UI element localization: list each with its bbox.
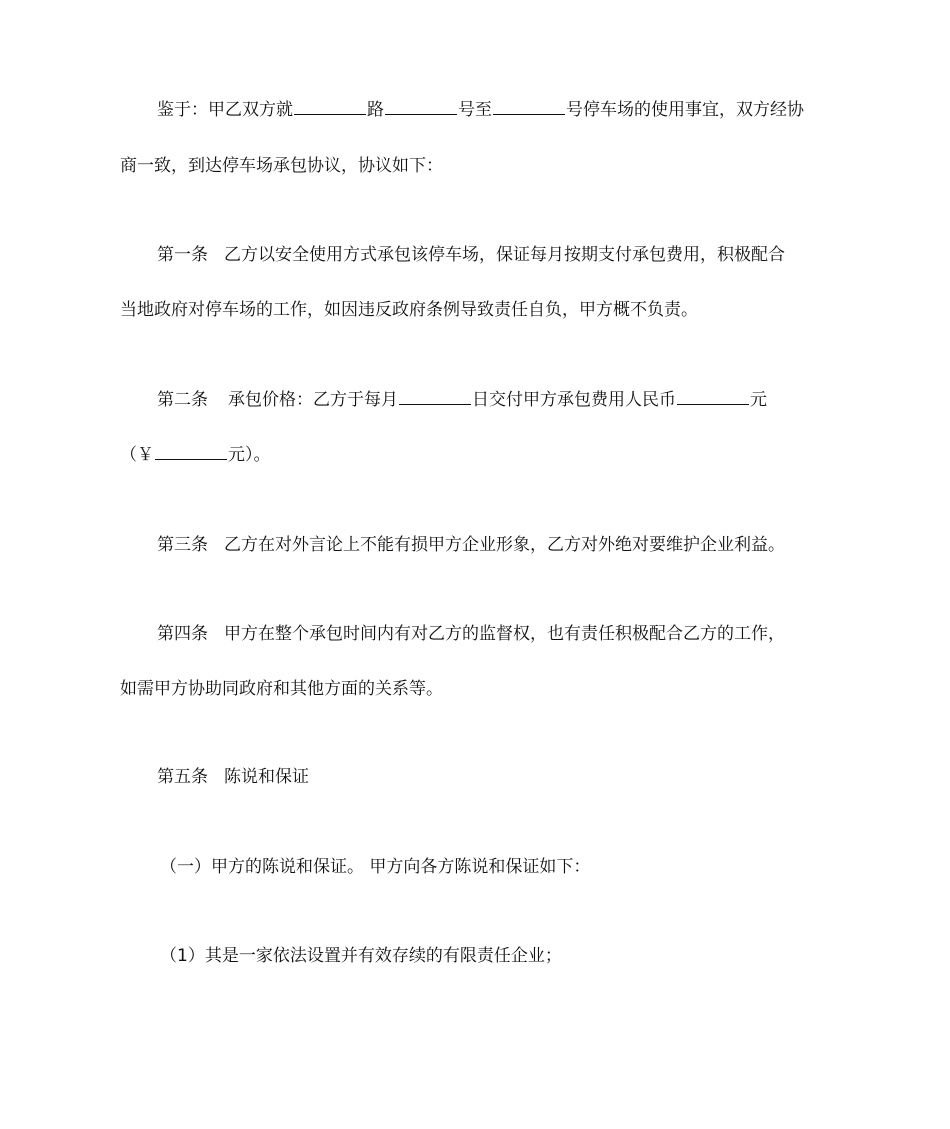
fill-blank-road[interactable]	[294, 98, 366, 115]
article-2-text-d: （￥	[120, 445, 154, 465]
article-1-line-2: 当地政府对停车场的工作，如因违反政府条例导致责任自负，甲方概不负责。	[120, 300, 698, 320]
fill-blank-number-to[interactable]	[493, 98, 565, 115]
article-2-text-a: 承包价格：乙方于每月	[228, 390, 398, 410]
preamble-text-c: 号至	[458, 100, 492, 120]
preamble-line-2: 商一致，到达停车场承包协议，协议如下：	[120, 156, 443, 176]
article-5-subsection-1: （一）甲方的陈说和保证。 甲方向各方陈说和保证如下：	[160, 857, 591, 877]
preamble-line-1	[157, 98, 804, 122]
article-1-text-1: 乙方以安全使用方式承包该停车场，保证每月按期支付承包费用，积极配合	[224, 245, 785, 265]
article-3-line-1	[157, 533, 785, 557]
article-3-heading: 第三条	[157, 535, 208, 555]
article-5-item-1: （1）其是一家依法设置并有效存续的有限责任企业；	[160, 946, 562, 966]
fill-blank-number-from[interactable]	[385, 98, 457, 115]
article-2-text-e: 元）。	[228, 445, 271, 465]
article-5-heading: 第五条	[157, 767, 208, 787]
article-2-line-2	[120, 443, 271, 467]
article-4-line-1	[157, 622, 785, 646]
article-5-line-1	[157, 765, 309, 789]
article-4-text-1: 甲方在整个承包时间内有对乙方的监督权，也有责任积极配合乙方的工作，	[224, 624, 785, 644]
preamble-text-b: 路	[367, 100, 384, 120]
fill-blank-amount-words[interactable]	[677, 388, 749, 405]
article-4-heading: 第四条	[157, 624, 208, 644]
fill-blank-pay-day[interactable]	[399, 388, 471, 405]
article-5-title: 陈说和保证	[224, 767, 309, 787]
preamble-text-a: 鉴于：甲乙双方就	[157, 100, 293, 120]
fill-blank-amount-figures[interactable]	[155, 443, 227, 460]
article-2-heading: 第二条	[157, 390, 208, 410]
article-1-line-1	[157, 243, 785, 267]
article-1-heading: 第一条	[157, 245, 208, 265]
article-2-line-1	[157, 388, 767, 412]
article-2-text-b: 日交付甲方承包费用人民币	[472, 390, 676, 410]
article-3-text-1: 乙方在对外言论上不能有损甲方企业形象，乙方对外绝对要维护企业利益。	[224, 535, 785, 555]
preamble-text-d: 号停车场的使用事宜，双方经协	[566, 100, 804, 120]
article-2-text-c: 元	[750, 390, 767, 410]
article-4-line-2: 如需甲方协助同政府和其他方面的关系等。	[120, 679, 443, 699]
